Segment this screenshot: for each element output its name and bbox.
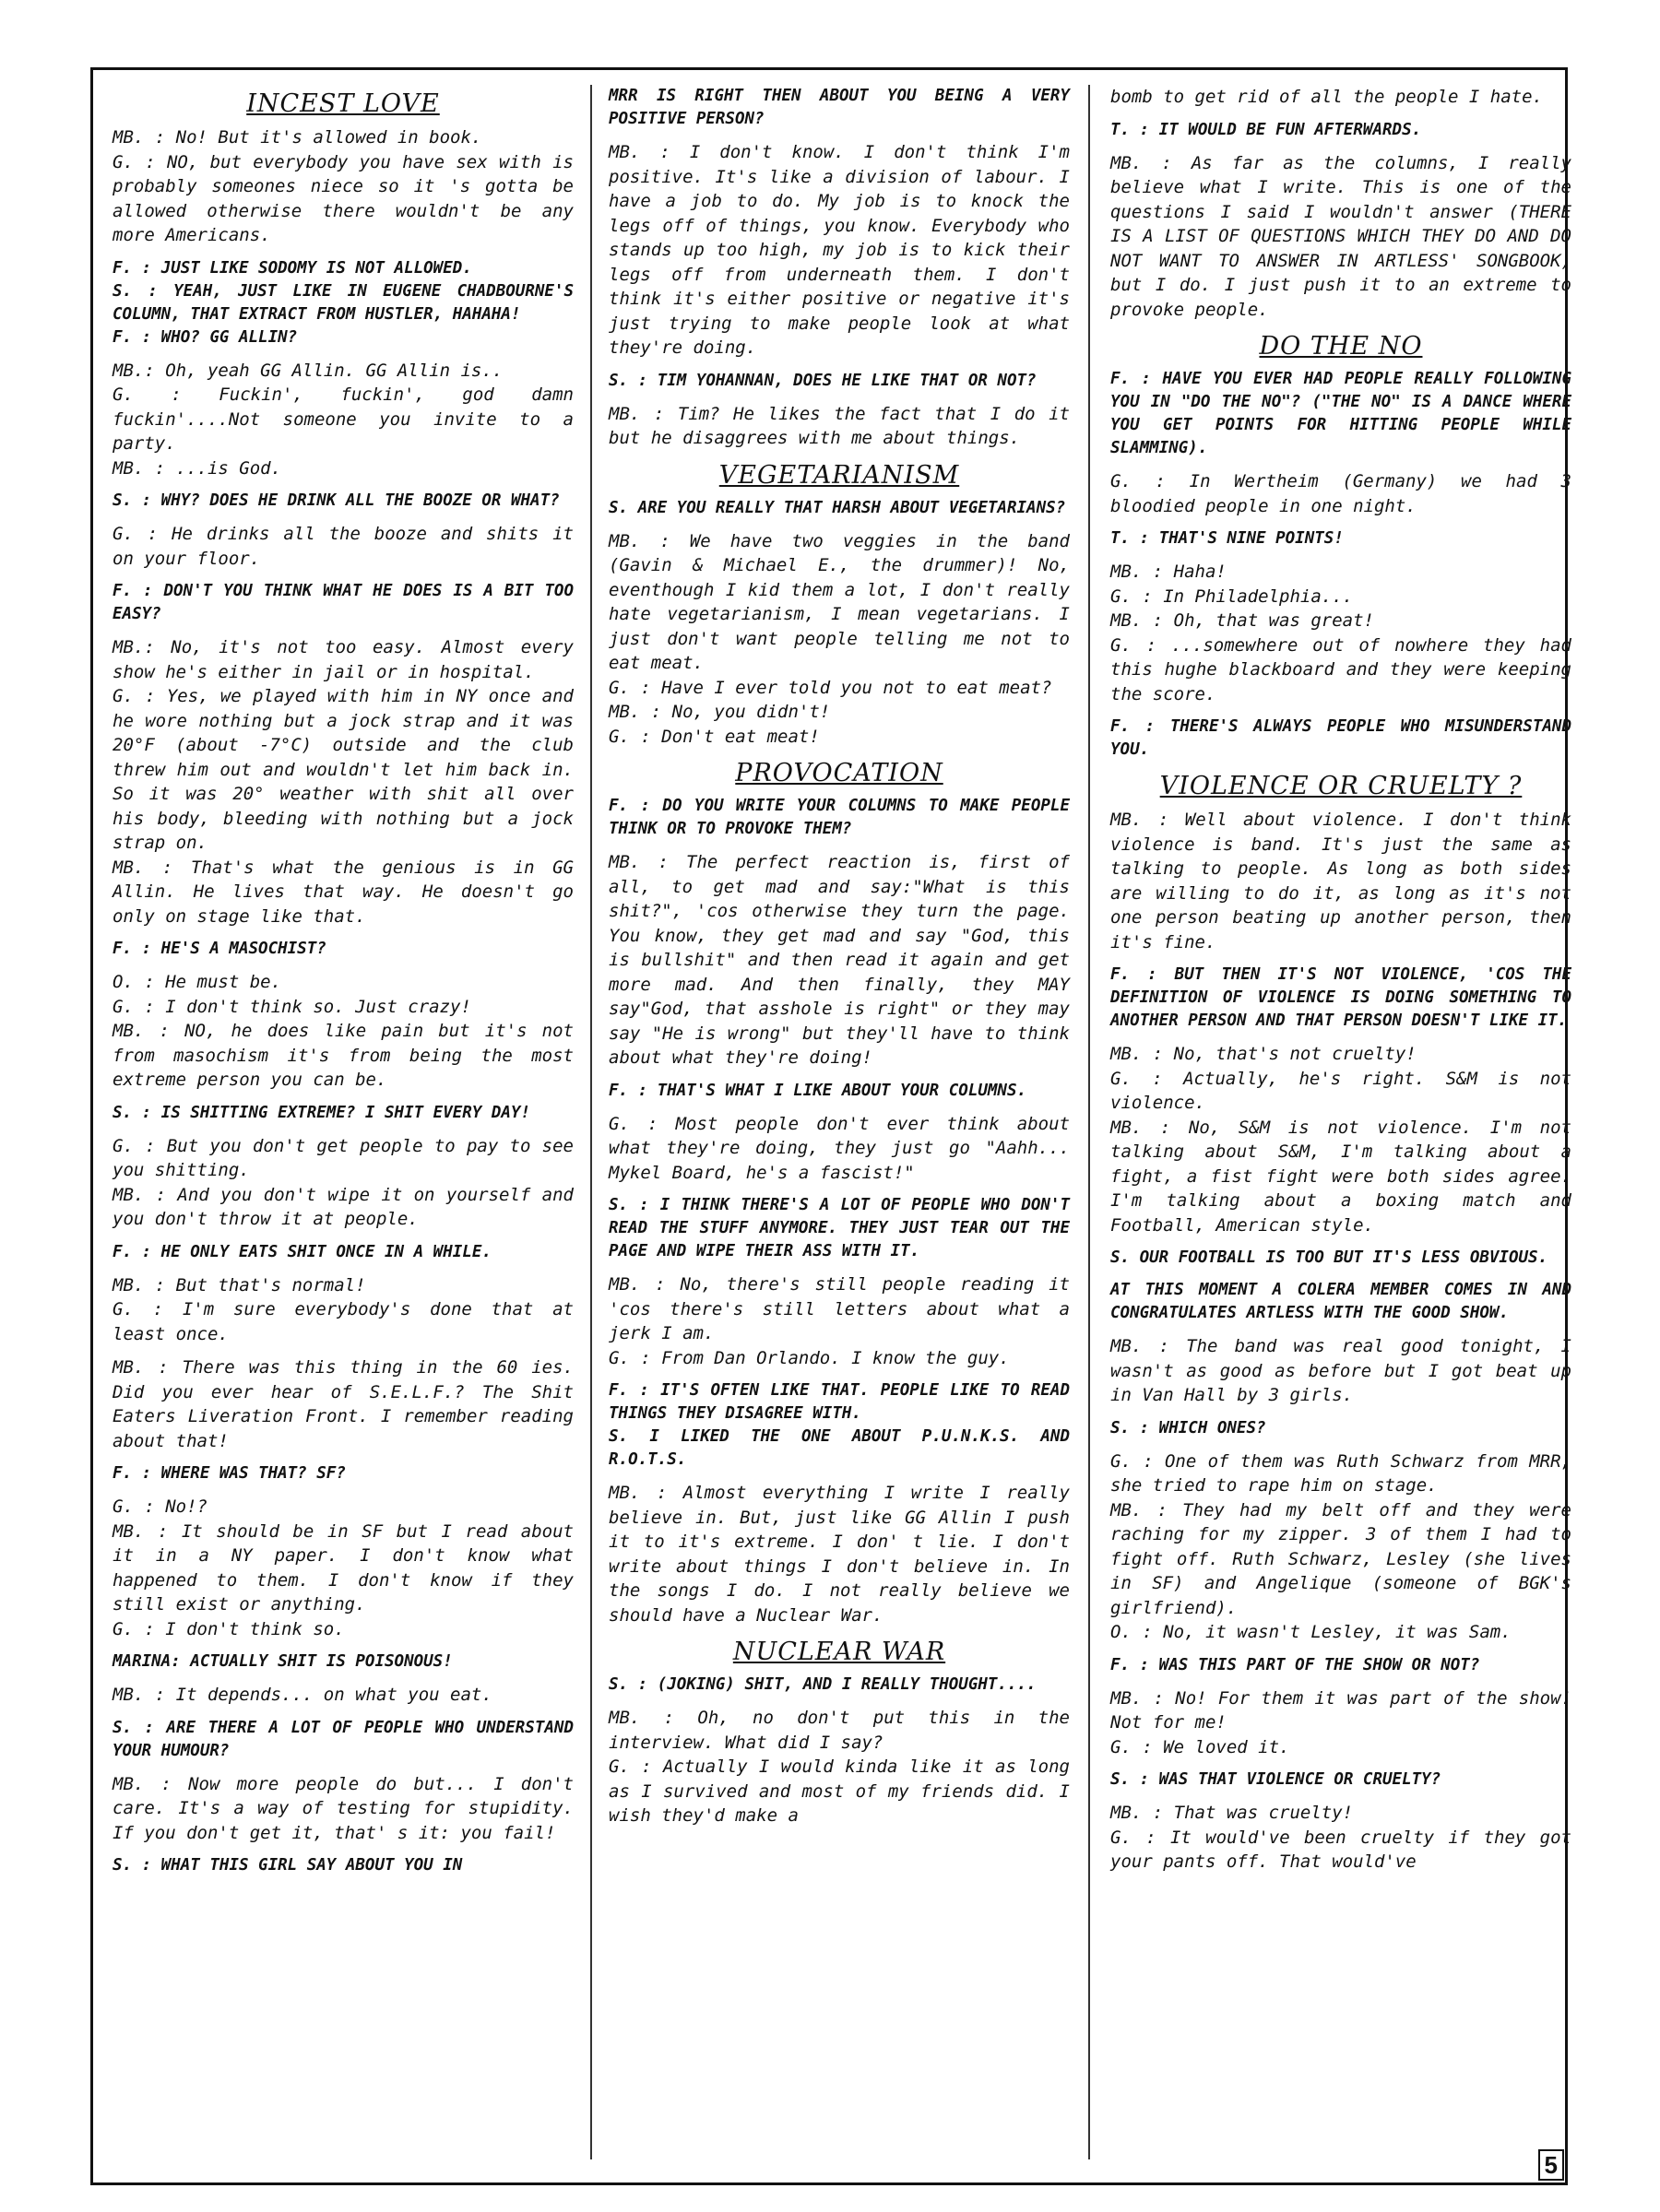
paragraph xyxy=(113,359,574,481)
paragraph xyxy=(609,1674,1070,1697)
paragraph-line: S. : WAS THAT VIOLENCE OR CRUELTY? xyxy=(1110,1770,1441,1789)
column-3-body-a xyxy=(1110,85,1571,322)
paragraph-line: G. : Actually I would kinda like it as long as I survived and most of my friends did. I wish they'd make a xyxy=(609,1757,1070,1826)
paragraph xyxy=(1110,808,1571,954)
paragraph-line: G. : It would've been cruelty if they got your pants off. That would've xyxy=(1110,1827,1571,1872)
paragraph xyxy=(1110,1279,1571,1325)
paragraph-line: MB. : Oh, no don't put this in the interview. What did I say? xyxy=(609,1708,1070,1753)
paragraph-line: F. : THERE'S ALWAYS PEOPLE WHO MISUNDERSTAND YOU. xyxy=(1110,717,1571,759)
paragraph xyxy=(1110,1417,1571,1440)
paragraph-line: G. : In Wertheim (Germany) we had 3 bloodied people in one night. xyxy=(1110,471,1571,516)
paragraph xyxy=(113,1717,574,1763)
paragraph-line: bomb to get rid of all the people I hate. xyxy=(1110,87,1543,107)
column-3-body-c xyxy=(1110,808,1571,1875)
column-2 xyxy=(609,85,1070,1838)
paragraph xyxy=(1110,85,1571,110)
paragraph xyxy=(113,1273,574,1347)
paragraph-line: MB. : No! For them it was part of the show! Not for me! xyxy=(1110,1687,1571,1733)
paragraph xyxy=(113,1241,574,1264)
paragraph-line: S. : WHICH ONES? xyxy=(1110,1418,1266,1437)
paragraph xyxy=(609,140,1070,361)
paragraph-line: F. : BUT THEN IT'S NOT VIOLENCE, 'COS THE DEFINITION OF VIOLENCE IS DOING SOMETHING TO ANOTHER PERSON AND THAT PERSON DOESN'T LIKE IT. xyxy=(1110,965,1571,1030)
paragraph-line: F. : JUST LIKE SODOMY IS NOT ALLOWED. xyxy=(113,258,472,278)
paragraph xyxy=(113,1134,574,1232)
paragraph xyxy=(113,1854,574,1877)
paragraph-line: MB.: No, it's not too easy. Almost every show he's either in jail or in hospital. xyxy=(113,637,574,682)
paragraph xyxy=(113,1772,574,1846)
paragraph-line: G. : I'm sure everybody's done that at least once. xyxy=(113,1299,574,1344)
paragraph xyxy=(1110,119,1571,142)
paragraph-line: F. : DON'T YOU THINK WHAT HE DOES IS A BIT TOO EASY? xyxy=(113,582,574,623)
paragraph xyxy=(609,402,1070,451)
paragraph-line: MB. : ...is God. xyxy=(113,457,282,479)
paragraph xyxy=(1110,469,1571,518)
paragraph-line: MB. : It should be in SF but I read about it in a NY paper. I don't know what happened to them. I don't know if they still exist or anything. xyxy=(113,1520,574,1615)
paragraph-line: F. : WHO? GG ALLIN? xyxy=(113,327,298,347)
paragraph-line: F. : DO YOU WRITE YOUR COLUMNS TO MAKE PEOPLE THINK OR TO PROVOKE THEM? xyxy=(609,797,1070,838)
paragraph-line: G. : I don't think so. Just crazy! xyxy=(113,996,471,1017)
column-2-body-d xyxy=(609,1674,1070,1828)
paragraph-line: F. : WAS THIS PART OF THE SHOW OR NOT? xyxy=(1110,1655,1480,1674)
paragraph xyxy=(113,1650,574,1674)
paragraph-line: MB. : Well about violence. I don't think violence is band. It's just the same as talking to people. As long as both sides are willing to do it, as long as it's not one person beating up another person, then it's fine. xyxy=(1110,810,1571,952)
paragraph-line: G. : From Dan Orlando. I know the guy. xyxy=(609,1347,1010,1368)
paragraph-line: MB. : But that's normal! xyxy=(113,1274,366,1295)
paragraph-line: G. : One of them was Ruth Schwarz from MRR, she tried to rape him on stage. xyxy=(1110,1450,1571,1496)
paragraph-line: S. : ARE THERE A LOT OF PEOPLE WHO UNDERSTAND YOUR HUMOUR? xyxy=(113,1718,574,1760)
paragraph-line: MB. : Almost everything I write I really believe in. But, just like GG Allin I push it to it's extreme. I don' t lie. I don't write about things I don't believe in. In the songs I do. I not really believe we should have a Nuclear War. xyxy=(609,1483,1070,1626)
column-2-body-b xyxy=(609,497,1070,750)
paragraph-line: F. : WHERE WAS THAT? SF? xyxy=(113,1464,346,1483)
section-heading-violence-or-cruelty: VIOLENCE OR CRUELTY ? xyxy=(1159,772,1523,800)
paragraph xyxy=(113,1102,574,1125)
paragraph-line: G. : He drinks all the booze and shits it on your floor. xyxy=(113,524,574,569)
paragraph-line: O. : He must be. xyxy=(113,972,282,992)
section-heading-provocation: PROVOCATION xyxy=(735,759,943,787)
paragraph-line: G. : ...somewhere out of nowhere they had this hughe blackboard and they were keeping the score. xyxy=(1110,634,1571,704)
paragraph xyxy=(113,257,574,349)
paragraph-line: T. : THAT'S NINE POINTS! xyxy=(1110,529,1344,548)
paragraph xyxy=(1110,1654,1571,1677)
paragraph-line: F. : IT'S OFTEN LIKE THAT. PEOPLE LIKE TO READ THINGS THEY DISAGREE WITH. xyxy=(609,1381,1070,1423)
paragraph-line: S. ARE YOU REALLY THAT HARSH ABOUT VEGETARIANS? xyxy=(609,498,1066,517)
paragraph xyxy=(1110,1334,1571,1408)
column-3-body-b xyxy=(1110,368,1571,762)
paragraph xyxy=(113,635,574,929)
paragraph xyxy=(609,1194,1070,1263)
paragraph-line: F. : HE'S A MASOCHIST? xyxy=(113,940,326,958)
paragraph xyxy=(1110,368,1571,460)
paragraph-line: MB. : The band was real good tonight, I wasn't as good as before but I got beat up in Van Hall by 3 girls. xyxy=(1110,1336,1571,1405)
paragraph-line: MB. : No, there's still people reading it 'cos there's still letters about what a jerk I am. xyxy=(609,1274,1070,1343)
paragraph-line: MB. : They had my belt off and they were raching for my zipper. 3 of them I had to fight off. Ruth Schwarz, Lesley (she lives in SF) and Angelique (someone of BGK's girlfriend). xyxy=(1110,1499,1571,1618)
paragraph xyxy=(1110,716,1571,762)
paragraph-line: MB. : Oh, that was great! xyxy=(1110,610,1374,631)
paragraph-line: MB. : That was cruelty! xyxy=(1110,1803,1354,1823)
paragraph-line: MB. : No, that's not cruelty! xyxy=(1110,1044,1417,1064)
paragraph-line: G. : Actually, he's right. S&M is not violence. xyxy=(1110,1068,1571,1113)
page-number: 5 xyxy=(1538,2149,1564,2181)
paragraph-line: G. : In Philadelphia... xyxy=(1110,586,1354,607)
paragraph-line: MRR IS RIGHT THEN ABOUT YOU BEING A VERY POSITIVE PERSON? xyxy=(609,87,1070,128)
paragraph-line: G. : I don't think so. xyxy=(113,1618,345,1639)
paragraph xyxy=(609,1706,1070,1828)
paragraph-line: S. : YEAH, JUST LIKE IN EUGENE CHADBOURNE'S COLUMN, THAT EXTRACT FROM HUSTLER, HAHAHA! xyxy=(113,281,574,324)
paragraph xyxy=(609,85,1070,131)
column-2-body-a xyxy=(609,85,1070,451)
paragraph xyxy=(1110,560,1571,706)
paragraph-line: MB. : As far as the columns, I really believe what I write. This is one of the questions I said I wouldn't answer (THERE IS A LIST OF QUESTIONS WHICH THEY DO AND DO NOT WANT TO ANSWER IN ARTLESS' SONGBOOK) but I do. I just push it to an extreme to provoke people. xyxy=(1110,152,1571,320)
paragraph-line: O. : No, it wasn't Lesley, it was Sam. xyxy=(1110,1622,1512,1642)
paragraph-line: S. : (JOKING) SHIT, AND I REALLY THOUGHT.... xyxy=(609,1675,1037,1694)
paragraph xyxy=(113,938,574,961)
paragraph xyxy=(1110,1686,1571,1760)
paragraph xyxy=(1110,964,1571,1033)
paragraph xyxy=(113,1355,574,1453)
paragraph xyxy=(113,1495,574,1641)
paragraph-line: MARINA: ACTUALLY SHIT IS POISONOUS! xyxy=(113,1652,453,1671)
paragraph xyxy=(609,529,1070,750)
paragraph xyxy=(1110,1247,1571,1270)
paragraph-line: MB. : That's what the genious is in GG Allin. He lives that way. He doesn't go only on stage like that. xyxy=(113,857,574,927)
paragraph-line: G. : Don't eat meat! xyxy=(609,726,820,747)
paragraph-line: G. : We loved it. xyxy=(1110,1736,1290,1757)
section-heading-do-the-no: DO THE NO xyxy=(1259,332,1423,361)
column-1 xyxy=(113,85,574,1887)
paragraph xyxy=(1110,1768,1571,1792)
paragraph xyxy=(113,1683,574,1708)
paragraph-line: F. : HE ONLY EATS SHIT ONCE IN A WHILE. xyxy=(113,1242,492,1261)
paragraph-line: MB. : We have two veggies in the band (Gavin & Michael E., the drummer)! No, eventhough I kid them a lot, I don't really hate vegetarianism, I mean vegetarians. I just don't want people telling me not to eat meat. xyxy=(609,530,1070,673)
column-1-body xyxy=(113,125,574,1877)
paragraph-line: AT THIS MOMENT A COLERA MEMBER COMES IN AND CONGRATULATES ARTLESS WITH THE GOOD SHOW. xyxy=(1110,1281,1571,1322)
paragraph-line: G. : NO, but everybody you have sex with is probably someones niece so it 's gotta be allowed otherwise there wouldn't be any more Americans. xyxy=(113,151,574,245)
paragraph xyxy=(609,1080,1070,1103)
paragraph-line: S. I LIKED THE ONE ABOUT P.U.N.K.S. AND R.O.T.S. xyxy=(609,1427,1070,1469)
paragraph-line: G. : Yes, we played with him in NY once and he wore nothing but a jock strap and it was 20°F (about -7°C) outside and the club threw him out and wouldn't let him back in. So it was 20° weather with shit all over his body, bleeding with nothing but a jock strap on. xyxy=(113,686,574,853)
paragraph-line: MB. : No, you didn't! xyxy=(609,702,831,722)
paragraph-line: G. : Most people don't ever think about what they're doing, they just go "Aahh... Mykel Board, he's a fascist!" xyxy=(609,1113,1070,1183)
paragraph xyxy=(113,522,574,571)
paragraph xyxy=(609,850,1070,1071)
paragraph xyxy=(113,125,574,248)
paragraph xyxy=(609,1112,1070,1186)
paragraph-line: MB. : Tim? He likes the fact that I do it but he disaggrees with me about things. xyxy=(609,403,1070,448)
paragraph-line: MB. : Now more people do but... I don't care. It's a way of testing for stupidity. If you don't get it, that' s it: you fail! xyxy=(113,1773,574,1843)
paragraph-line: G. : Have I ever told you not to eat meat? xyxy=(609,677,1052,698)
paragraph xyxy=(113,580,574,626)
section-heading-incest-love: INCEST LOVE xyxy=(246,89,440,118)
paragraph-line: S. : TIM YOHANNAN, DOES HE LIKE THAT OR NOT? xyxy=(609,371,1037,390)
paragraph-line: MB. : The perfect reaction is, first of all, to get mad and say:"What is this shit?", 'cos otherwise they turn the page. You know, they get mad and say "God, this is bullshit" and then read it again and get more mad. And then finally, they MAY say"God, that asshole is right" or they may say "He is wrong" but they'll have to think about what they're doing! xyxy=(609,852,1070,1068)
paragraph xyxy=(1110,1449,1571,1645)
paragraph xyxy=(113,490,574,513)
paragraph-line: MB. : No, S&M is not violence. I'm not talking about S&M, I'm talking about a fight, a fist fight were both sides agree. I'm talking about a boxing match and Football, American style. xyxy=(1110,1117,1571,1236)
paragraph-line: S. : I THINK THERE'S A LOT OF PEOPLE WHO DON'T READ THE STUFF ANYMORE. THEY JUST TEAR OUT THE PAGE AND WIPE THEIR ASS WITH IT. xyxy=(609,1196,1070,1260)
paragraph-line: S. OUR FOOTBALL IS TOO BUT IT'S LESS OBVIOUS. xyxy=(1110,1248,1548,1267)
paragraph xyxy=(609,795,1070,841)
paragraph-line: F. : HAVE YOU EVER HAD PEOPLE REALLY FOLLOWING YOU IN "DO THE NO"? ("THE NO" IS A DANCE WHERE YOU GET POINTS FOR HITTING PEOPLE WHILE SLAMMING). xyxy=(1110,370,1571,457)
paragraph xyxy=(609,1379,1070,1472)
paragraph xyxy=(1110,1042,1571,1237)
paragraph xyxy=(1110,527,1571,550)
paragraph-line: G. : Fuckin', fuckin', god damn fuckin'....Not someone you invite to a party. xyxy=(113,384,574,454)
paragraph xyxy=(1110,151,1571,323)
paragraph-line: MB. : Haha! xyxy=(1110,562,1227,582)
paragraph xyxy=(609,1272,1070,1370)
section-heading-nuclear-war: NUCLEAR WAR xyxy=(732,1638,946,1666)
paragraph-line: S. : WHAT THIS GIRL SAY ABOUT YOU IN xyxy=(113,1856,463,1875)
column-3 xyxy=(1110,85,1571,1884)
paragraph-line: S. : WHY? DOES HE DRINK ALL THE BOOZE OR WHAT? xyxy=(113,491,560,510)
paragraph-line: F. : THAT'S WHAT I LIKE ABOUT YOUR COLUMNS. xyxy=(609,1081,1027,1100)
paragraph xyxy=(609,497,1070,520)
paragraph-line: MB. : There was this thing in the 60 ies. Did you ever hear of S.E.L.F.? The Shit Eaters Liveration Front. I remember reading about that! xyxy=(113,1357,574,1451)
paragraph xyxy=(1110,1801,1571,1875)
paragraph xyxy=(113,1462,574,1485)
column-2-body-c xyxy=(609,795,1070,1627)
paragraph-line: MB. : I don't know. I don't think I'm positive. It's like a division of labour. I have a job to do. My job is to knock the legs off of things, you know. Everybody who stands up too high, my job is to kick their legs off from underneath them. I don't think it's either positive or negative it's just trying to make people look at what they're doing. xyxy=(609,142,1070,358)
section-heading-vegetarianism: VEGETARIANISM xyxy=(718,460,960,490)
paragraph xyxy=(609,370,1070,393)
paragraph-line: MB. : It depends... on what you eat. xyxy=(113,1685,492,1705)
paragraph xyxy=(609,1481,1070,1627)
paragraph-line: MB.: Oh, yeah GG Allin. GG Allin is.. xyxy=(113,360,504,381)
paragraph-line: G. : No!? xyxy=(113,1496,208,1517)
paragraph-line: MB. : And you don't wipe it on yourself and you don't throw it at people. xyxy=(113,1184,574,1229)
paragraph-line: MB. : NO, he does like pain but it's not from masochism it's from being the most extreme person you can be. xyxy=(113,1021,574,1090)
paragraph xyxy=(113,970,574,1093)
paragraph-line: MB. : No! But it's allowed in book. xyxy=(113,127,482,148)
paragraph-line: G. : But you don't get people to pay to see you shitting. xyxy=(113,1135,574,1180)
paragraph-line: T. : IT WOULD BE FUN AFTERWARDS. xyxy=(1110,120,1422,139)
paragraph-line: S. : IS SHITTING EXTREME? I SHIT EVERY DAY! xyxy=(113,1103,531,1122)
